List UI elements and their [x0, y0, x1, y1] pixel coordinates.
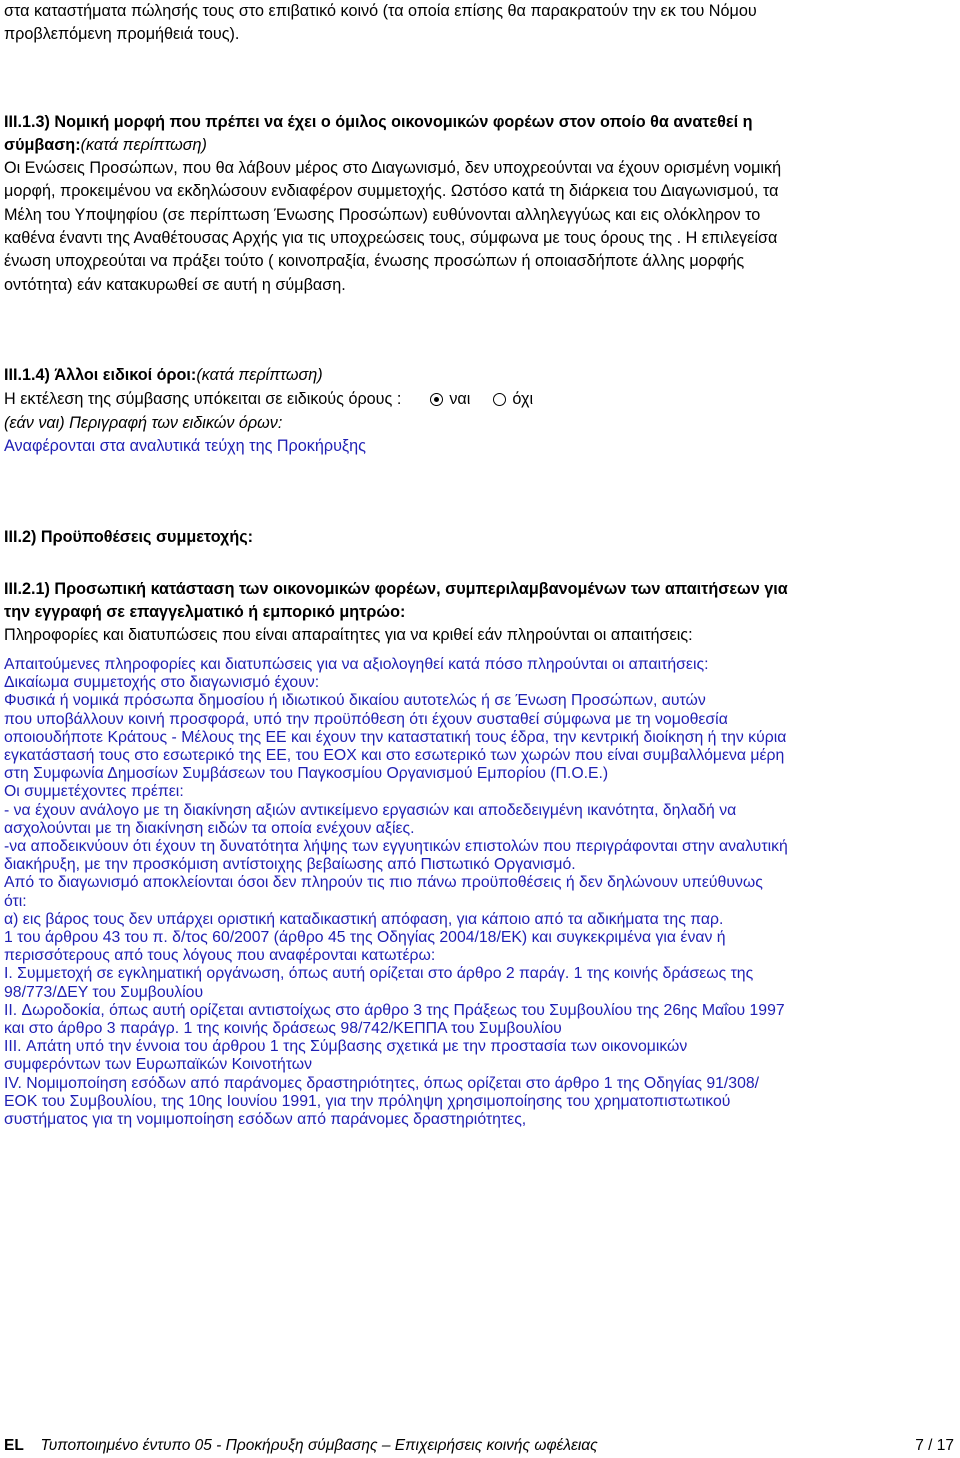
- requirement-line: ΕΟΚ του Συμβουλίου, της 10ης Ιουνίου 1991, για την πρόληψη χρησιμοποίησης του χρηματοπιστωτικού: [4, 1092, 731, 1110]
- text-line: μορφή, προκειμένου να εκδηλώσουν ενδιαφέρον συμμετοχής. Ωστόσο κατά τη διάρκεια του Διαγωνισμού, τα: [4, 182, 779, 200]
- text-line: οντότητα) εάν κατακυρωθεί σε αυτή η σύμβαση.: [4, 276, 346, 294]
- requirement-line: -να αποδεικνύουν ότι έχουν τη δυνατότητα λήψης των εγγυητικών επιστολών που περιγράφονται στην αναλυτική: [4, 838, 788, 855]
- requirement-line: συμφερόντων των Ευρωπαϊκών Κοινοτήτων: [4, 1056, 313, 1074]
- requirement-line: εγκατάστασή τους στο εσωτερικό της ΕΕ, του ΕΟΧ και στο εσωτερικό των χωρών που είναι συμβαλλόμενα μέρη: [4, 747, 785, 764]
- requirement-line: Δικαίωμα συμμετοχής στο διαγωνισμό έχουν:: [4, 674, 320, 692]
- text-line: στα καταστήματα πώλησής τους στο επιβατικό κοινό (τα οποία επίσης θα παρακρατούν την εκ του Νόμου: [4, 2, 757, 20]
- requirement-line: Οι συμμετέχοντες πρέπει:: [4, 783, 184, 801]
- text-line: προβλεπόμενη προμήθειά τους).: [4, 25, 240, 43]
- description-label: (εάν ναι) Περιγραφή των ειδικών όρων:: [4, 414, 283, 432]
- page-footer: [4, 1436, 958, 1456]
- requirement-line: συστήματος για τη νομιμοποίηση εσόδων από παράνομες δραστηριότητες,: [4, 1111, 527, 1128]
- section-heading-32: III.2) Προϋποθέσεις συμμετοχής:: [4, 528, 254, 546]
- requirement-line: και στο άρθρο 3 παράγρ. 1 της κοινής δράσεως 98/742/ΚΕΠΠΑ του Συμβουλίου: [4, 1020, 562, 1037]
- requirement-line: Φυσικά ή νομικά πρόσωπα δημοσίου ή ιδιωτικού δικαίου αυτοτελώς ή σε Ένωση Προσώπων, αυτών: [4, 692, 706, 710]
- requirement-line: α) εις βάρος τους δεν υπάρχει οριστική καταδικαστική απόφαση, για κάποιο από τα αδικήματα της παρ.: [4, 910, 724, 928]
- section-heading-321-cont: την εγγραφή σε επαγγελματικό ή εμπορικό μητρώο:: [4, 603, 406, 621]
- radio-yes-label: ναι: [449, 390, 471, 408]
- note-label: (κατά περίπτωση): [80, 136, 207, 154]
- requirement-line: Από το διαγωνισμό αποκλείονται όσοι δεν πληρούν τις πιο πάνω προϋποθέσεις ή δεν δηλώνουν υπεύθυνως: [4, 874, 763, 892]
- requirement-line: II. Δωροδοκία, όπως αυτή ορίζεται αντιστοίχως στο άρθρο 3 της Πράξεως του Συμβουλίου της 26ης Μαΐου 1997: [4, 1001, 785, 1019]
- text-line: ένωση υποχρεούται να πράξει τούτο ( κοινοπραξία, ένωσης προσώπων ή οποιασδήποτε άλλης μορφής: [4, 252, 745, 270]
- requirements-intro: Πληροφορίες και διατυπώσεις που είναι απαραίτητες για να κριθεί εάν πληρούνται οι απαιτήσεις:: [4, 626, 693, 644]
- requirement-line: 1 του άρθρου 43 του π. δ/τος 60/2007 (άρθρο 45 της Οδηγίας 2004/18/ΕΚ) και συγκεκριμένα για έναν ή: [4, 929, 726, 946]
- description-value: Αναφέρονται στα αναλυτικά τεύχη της Προκήρυξης: [4, 437, 366, 455]
- note-label: (κατά περίπτωση): [196, 366, 323, 384]
- requirement-line: I. Συμμετοχή σε εγκληματική οργάνωση, όπως αυτή ορίζεται στο άρθρο 2 παράγ. 1 της κοινής δράσεως της: [4, 965, 754, 983]
- section-heading-321: III.2.1) Προσωπική κατάσταση των οικονομικών φορέων, συμπεριλαμβανομένων των απαιτήσεων για: [4, 580, 788, 598]
- text-line: καθένα έναντι της Αναθέτουσας Αρχής για τις υποχρεώσεις τους, σύμφωνα με τους όρους της . Η επιλεγείσα: [4, 229, 778, 247]
- text-line: Μέλη του Υποψηφίου (σε περίπτωση Ένωσης Προσώπων) ευθύνονται αλληλεγγύως και εις ολόκληρον το: [4, 206, 761, 224]
- requirement-line: IV. Νομιμοποίηση εσόδων από παράνομες δραστηριότητες, όπως ορίζεται στο άρθρο 1 της Οδηγίας 91/308/: [4, 1074, 760, 1092]
- radio-no[interactable]: [493, 393, 506, 406]
- requirement-line: στη Συμφωνία Δημοσίων Συμβάσεων του Παγκοσμίου Οργανισμού Εμπορίου (Π.Ο.Ε.): [4, 765, 609, 783]
- footer-lang: EL: [4, 1437, 24, 1454]
- page-number: 7 / 17: [915, 1437, 954, 1454]
- text-line: Οι Ενώσεις Προσώπων, που θα λάβουν μέρος στο Διαγωνισμό, δεν υποχρεούνται να έχουν ορισμένη νομική: [4, 159, 782, 177]
- radio-yes[interactable]: [430, 393, 443, 406]
- requirement-line: οποιουδήποτε Κράτους - Μέλους της ΕΕ και έχουν την καταστατική τους έδρα, την κεντρική διοίκηση ή την κύρια: [4, 728, 787, 746]
- section-heading-313-cont: σύμβαση:(κατά περίπτωση): [4, 136, 207, 154]
- requirement-line: ασχολούνται με τη διακίνηση ειδών τα οποία ενέχουν αξίες.: [4, 819, 415, 837]
- requirement-line: περισσότερους από τους λόγους που αναφέρονται κατωτέρω:: [4, 947, 436, 965]
- requirement-line: III. Απάτη υπό την έννοια του άρθρου 1 της Σύμβασης σχετικά με την προστασία των οικονομικών: [4, 1038, 688, 1056]
- radio-no-label: όχι: [512, 390, 534, 408]
- requirement-line: 98/773/ΔΕΥ του Συμβουλίου: [4, 983, 204, 1001]
- requirement-line: Απαιτούμενες πληροφορίες και διατυπώσεις για να αξιολογηθεί κατά πόσο πληρούνται οι απαιτήσεις:: [4, 656, 709, 673]
- requirement-line: - να έχουν ανάλογο με τη διακίνηση αξιών αντικείμενο εργασιών και αποδεδειγμένη ικανότητα, δηλαδή να: [4, 801, 737, 819]
- special-terms-question: Η εκτέλεση της σύμβασης υπόκειται σε ειδικούς όρους : ναι όχι: [4, 390, 534, 408]
- requirement-line: διακήρυξη, με την προσκόμιση αντίστοιχης βεβαίωσης από Πιστωτικό Οργανισμό.: [4, 856, 576, 874]
- section-heading-314: III.1.4) Άλλοι ειδικοί όροι:(κατά περίπτωση): [4, 366, 323, 384]
- footer-title: Τυποποιημένο έντυπο 05 - Προκήρυξη σύμβασης – Επιχειρήσεις κοινής ωφέλειας: [40, 1437, 598, 1454]
- requirement-line: που υποβάλλουν κοινή προσφορά, υπό την προϋπόθεση ότι έχουν συσταθεί σύμφωνα με τη νομοθεσία: [4, 710, 728, 728]
- section-heading-313: III.1.3) Νομική μορφή που πρέπει να έχει ο όμιλος οικονομικών φορέων στον οποίο θα ανατεθεί η: [4, 113, 753, 131]
- requirement-line: ότι:: [4, 892, 27, 910]
